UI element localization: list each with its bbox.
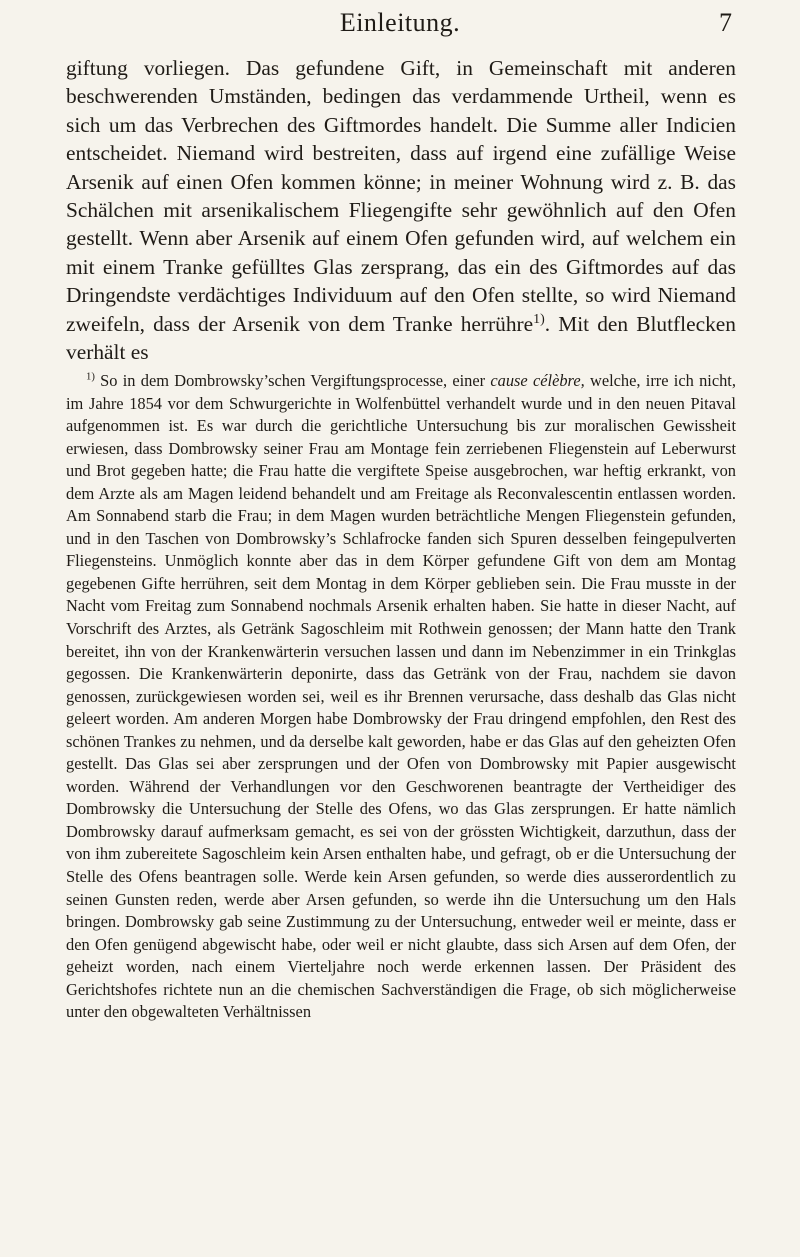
footnote-text-part-1: So in dem Dombrowsky’schen Vergiftungsprocesse, einer: [100, 371, 486, 390]
footnote-paragraph: [66, 370, 736, 1024]
footnote: [66, 370, 736, 1024]
running-title: Einleitung.: [339, 8, 461, 37]
main-paragraph: [66, 54, 736, 366]
main-text: [66, 54, 736, 366]
footnote-marker: 1): [86, 371, 95, 383]
main-text-part-1: giftung vorliegen. Das gefundene Gift, in Gemeinschaft mit anderen beschwerenden Umständen, bedingen das verdammende Urtheil, wenn es sich um das Verbrechen des Giftmordes handelt. Die Summe aller Indicien entscheidet. Niemand wird bestreiten, dass auf irgend eine zufällige Weise Arsenik auf einen Ofen kommen könne; in meiner Wohnung wird z. B. das Schälchen mit arsenikalischem Fliegengifte sehr gewöhnlich auf den Ofen gestellt. Wenn aber Arsenik auf einem Ofen gefunden wird, auf welchem ein mit einem Tranke gefülltes Glas zersprang, das ein des Giftmordes auf das Dringendste verdächtiges Individuum auf den Ofen stellte, so wird Niemand zweifeln, dass der Arsenik von dem Tranke herrühre: [66, 56, 736, 336]
footnote-italic-phrase: cause célèbre,: [490, 371, 585, 390]
page-number: 7: [719, 8, 732, 37]
footnote-text-part-2: welche, irre ich nicht, im Jahre 1854 vor dem Schwurgerichte in Wolfenbüttel verhandelt wurde und in den neuen Pitaval aufgenommen ist. Es war durch die gerichtliche Untersuchung bis zur moralischen Gewissheit erwiesen, dass Dombrowsky seiner Frau am Montage fein zerriebenen Fliegenstein auf Leberwurst und Brot gegeben hatte; die Frau hatte die vergiftete Speise ausgebrochen, war heftig erkrankt, von dem Arzte als am Magen leidend behandelt und am Freitage als Reconvalescentin entlassen worden. Am Sonnabend starb die Frau; in dem Magen wurden beträchtliche Mengen Fliegenstein gefunden, und in den Taschen von Dombrowsky’s Schlafrocke fanden sich Spuren desselben feingepulverten Fliegensteins. Unmöglich konnte aber das in dem Körper gefundene Gift von dem am Montag gegebenen Gifte herrühren, seit dem Montag in dem Körper geblieben sein. Die Frau musste in der Nacht vom Freitag zum Sonnabend nochmals Arsenik erhalten haben. Sie hatte in dieser Nacht, auf Vorschrift des Arztes, als Getränk Sagoschleim mit Rothwein genossen; der Mann hatte den Trank bereitet, ihn von der Krankenwärterin versuchen lassen und dann im Nebenzimmer in ein Trinkglas gegossen. Die Krankenwärterin deponirte, dass das Getränk von der Frau, nachdem sie davon genossen, zurückgewiesen worden sei, weil es ihr Brennen verursache, dass deshalb das Glas nicht geleert worden. Am anderen Morgen habe Dombrowsky der Frau dringend empfohlen, den Rest des schönen Trankes zu nehmen, und da derselbe kalt geworden, habe er das Glas auf den geheizten Ofen gestellt. Das Glas sei aber zersprungen und der Ofen von Dombrowsky mit Papier ausgewischt worden. Während der Verhandlungen vor den Geschworenen beantragte der Vertheidiger des Dombrowsky die Untersuchung der Stelle des Ofens, wo das Glas zersprungen. Er hatte nämlich Dombrowsky darauf aufmerksam gemacht, es sei von der grössten Wichtigkeit, darzuthun, dass der von ihm zubereitete Sagoschleim kein Arsen enthalten habe, und gefragt, ob er die Untersuchung der Stelle des Ofens beantragen solle. Werde kein Arsen gefunden, so werde dies ausserordentlich zu seinen Gunsten reden, werde aber Arsen gefunden, so werde ihn die Untersuchung um den Hals bringen. Dombrowsky gab seine Zustimmung zu der Untersuchung, entweder weil er meinte, dass er den Ofen genügend abgewischt habe, oder weil er nicht glaubte, dass sich Arsen auf dem Ofen, der geheizt worden, nach einem Vierteljahre noch werde erkennen lassen. Der Präsident des Gerichtshofes richtete nun an die chemischen Sachverständigen die Frage, ob sich möglicherweise unter den obgewalteten Verhältnissen: [66, 371, 736, 1022]
page-header: [0, 8, 800, 44]
main-text-part-2: . Mit den Blutflecken verhält es: [66, 311, 736, 365]
footnote-reference: 1): [533, 311, 545, 327]
